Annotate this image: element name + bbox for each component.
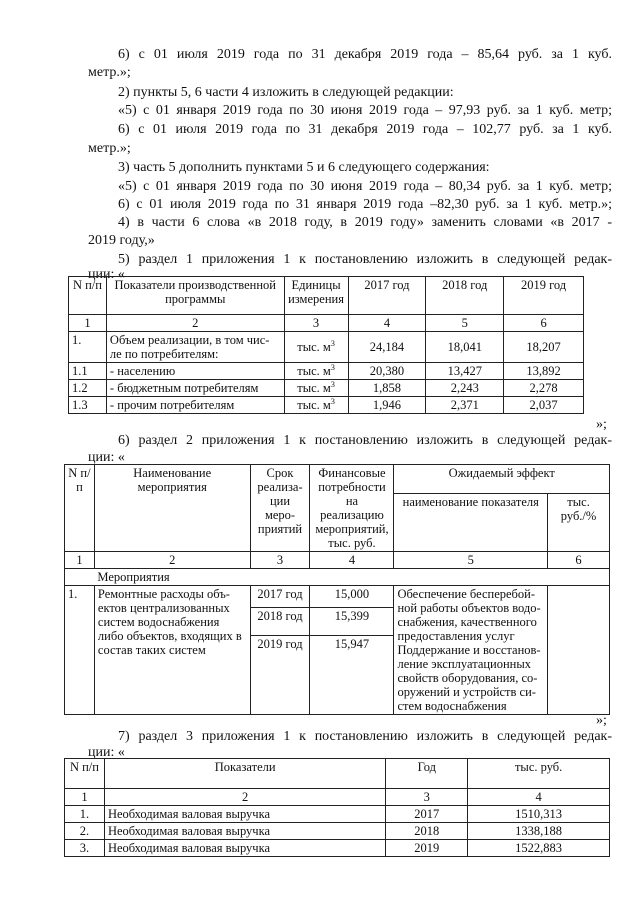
row-number: 1.	[69, 332, 107, 363]
column-number: 3	[250, 552, 310, 569]
header-cell: 2018 год	[426, 277, 504, 315]
row-number: 2.	[65, 823, 105, 840]
value-cell: 2,278	[504, 380, 584, 397]
column-number: 2	[94, 552, 250, 569]
row-name: - прочим потребителям	[106, 397, 284, 414]
value-cell: 20,380	[348, 363, 426, 380]
paragraph-line: метр.»;	[88, 141, 131, 156]
closing-quote: »;	[596, 713, 607, 728]
paragraph-line: «5) с 01 января 2019 года по 30 июня 2019 года – 97,93 руб. за 1 куб. метр;	[118, 103, 612, 118]
row-number: 1.2	[69, 380, 107, 397]
header-cell: Год	[386, 759, 468, 789]
unit-cell: тыс. $м^3$	[284, 380, 348, 397]
column-number: 5	[394, 552, 548, 569]
value-cell: 1,858	[348, 380, 426, 397]
table-row	[65, 806, 610, 823]
paragraph-line: 2019 году,»	[88, 233, 155, 248]
row-number: 1.	[65, 586, 95, 715]
row-name: Объем реализации, в том чис-ле по потребителям:	[106, 332, 284, 363]
measure-name: Ремонтные расходы объ-ектов централизованных систем водоснабжения либо объектов, входящих в состав таких систем	[94, 586, 250, 715]
paragraph-line: ции: «	[88, 745, 125, 760]
row-name: Необходимая валовая выручка	[104, 823, 385, 840]
header-cell: тыс. руб./%	[548, 494, 610, 552]
header-cell: Ожидаемый эффект	[394, 465, 610, 494]
column-number: 1	[65, 789, 105, 806]
paragraph-line: 4) в части 6 слова «в 2018 году, в 2019 году» заменить словами «в 2017 -	[118, 215, 612, 230]
header-cell: Единицы измерения	[284, 277, 348, 315]
column-number: 4	[348, 315, 426, 332]
paragraph-line: 2) пункты 5, 6 части 4 изложить в следующей редакции:	[118, 85, 454, 100]
value-cell: 2,037	[504, 397, 584, 414]
effect-value-cell	[548, 586, 610, 715]
measures-table	[64, 464, 610, 715]
paragraph-line: 6) с 01 июля 2019 года по 31 декабря 2019 года – 102,77 руб. за 1 куб.	[118, 122, 612, 137]
value-cell: 2,243	[426, 380, 504, 397]
row-number: 1.1	[69, 363, 107, 380]
value-cell: 18,207	[504, 332, 584, 363]
header-cell: Показатели	[104, 759, 385, 789]
header-cell: N п/п	[69, 277, 107, 315]
column-number: 4	[310, 552, 394, 569]
revenue-table	[64, 758, 610, 857]
row-number: 1.	[65, 806, 105, 823]
row-name: - населению	[106, 363, 284, 380]
table-row	[69, 380, 584, 397]
table-row	[65, 586, 610, 608]
value-cell: 13,892	[504, 363, 584, 380]
paragraph-line: 5) раздел 1 приложения 1 к постановлению изложить в следующей редак-	[118, 252, 612, 267]
column-number: 2	[104, 789, 385, 806]
unit-cell: тыс. $м^3$	[284, 397, 348, 414]
header-cell: N п/п	[65, 759, 105, 789]
table-row	[69, 397, 584, 414]
closing-quote: »;	[596, 417, 607, 432]
section-title: Мероприятия	[94, 569, 609, 586]
header-cell: N п/п	[65, 465, 95, 552]
production-table	[68, 276, 584, 414]
paragraph-line: 6) с 01 июля 2019 года по 31 января 2019 года –82,30 руб. за 1 куб. метр.»;	[118, 197, 612, 212]
amount-cell: 15,399	[310, 608, 394, 636]
paragraph-line: «5) с 01 января 2019 года по 30 июня 2019 года – 80,34 руб. за 1 куб. метр;	[118, 179, 612, 194]
table-row	[65, 840, 610, 857]
header-cell: Наименование мероприятия	[94, 465, 250, 552]
row-name: Необходимая валовая выручка	[104, 840, 385, 857]
column-number: 6	[504, 315, 584, 332]
unit-cell: тыс. $м^3$	[284, 332, 348, 363]
row-number: 3.	[65, 840, 105, 857]
value-cell: 1510,313	[468, 806, 610, 823]
year-cell: 2019 год	[250, 636, 310, 715]
column-number: 6	[548, 552, 610, 569]
column-number: 1	[65, 552, 95, 569]
header-cell: Срок реализа-ции меро-приятий	[250, 465, 310, 552]
paragraph-line: 7) раздел 3 приложения 1 к постановлению изложить в следующей редак-	[118, 729, 612, 744]
header-cell: 2019 год	[504, 277, 584, 315]
year-cell: 2019	[386, 840, 468, 857]
paragraph-line: 6) с 01 июля 2019 года по 31 декабря 2019 года – 85,64 руб. за 1 куб.	[118, 47, 612, 62]
value-cell: 24,184	[348, 332, 426, 363]
effect-cell: Обеспечение бесперебой-ной работы объектов водо-снабжения, качественного предоставления услуг Поддержание и восстанов-ление эксплуатационных свойств оборудования, со-оружений и устройств си-стем водоснабжения	[394, 586, 548, 715]
paragraph-line: 3) часть 5 дополнить пунктами 5 и 6 следующего содержания:	[118, 160, 490, 175]
table-row	[65, 823, 610, 840]
table-row	[69, 332, 584, 363]
header-cell: Показатели производственной программы	[106, 277, 284, 315]
header-cell: 2017 год	[348, 277, 426, 315]
paragraph-line: ции: «	[88, 267, 125, 282]
column-number: 2	[106, 315, 284, 332]
table-row	[69, 363, 584, 380]
row-name: - бюджетным потребителям	[106, 380, 284, 397]
header-cell: наименование показателя	[394, 494, 548, 552]
year-cell: 2017 год	[250, 586, 310, 608]
column-number: 4	[468, 789, 610, 806]
value-cell: 1338,188	[468, 823, 610, 840]
year-cell: 2017	[386, 806, 468, 823]
value-cell: 1,946	[348, 397, 426, 414]
row-number: 1.3	[69, 397, 107, 414]
paragraph-line: 6) раздел 2 приложения 1 к постановлению изложить в следующей редак-	[118, 433, 612, 448]
header-cell: тыс. руб.	[468, 759, 610, 789]
value-cell: 18,041	[426, 332, 504, 363]
column-number: 1	[69, 315, 107, 332]
value-cell: 2,371	[426, 397, 504, 414]
header-cell: Финансовые потребности на реализацию мероприятий, тыс. руб.	[310, 465, 394, 552]
column-number: 3	[284, 315, 348, 332]
column-number: 5	[426, 315, 504, 332]
year-cell: 2018 год	[250, 608, 310, 636]
year-cell: 2018	[386, 823, 468, 840]
value-cell: 1522,883	[468, 840, 610, 857]
amount-cell: 15,000	[310, 586, 394, 608]
value-cell: 13,427	[426, 363, 504, 380]
column-number: 3	[386, 789, 468, 806]
amount-cell: 15,947	[310, 636, 394, 715]
paragraph-line: метр.»;	[88, 65, 131, 80]
unit-cell: тыс. $м^3$	[284, 363, 348, 380]
paragraph-line: ции: «	[88, 450, 125, 465]
row-name: Необходимая валовая выручка	[104, 806, 385, 823]
